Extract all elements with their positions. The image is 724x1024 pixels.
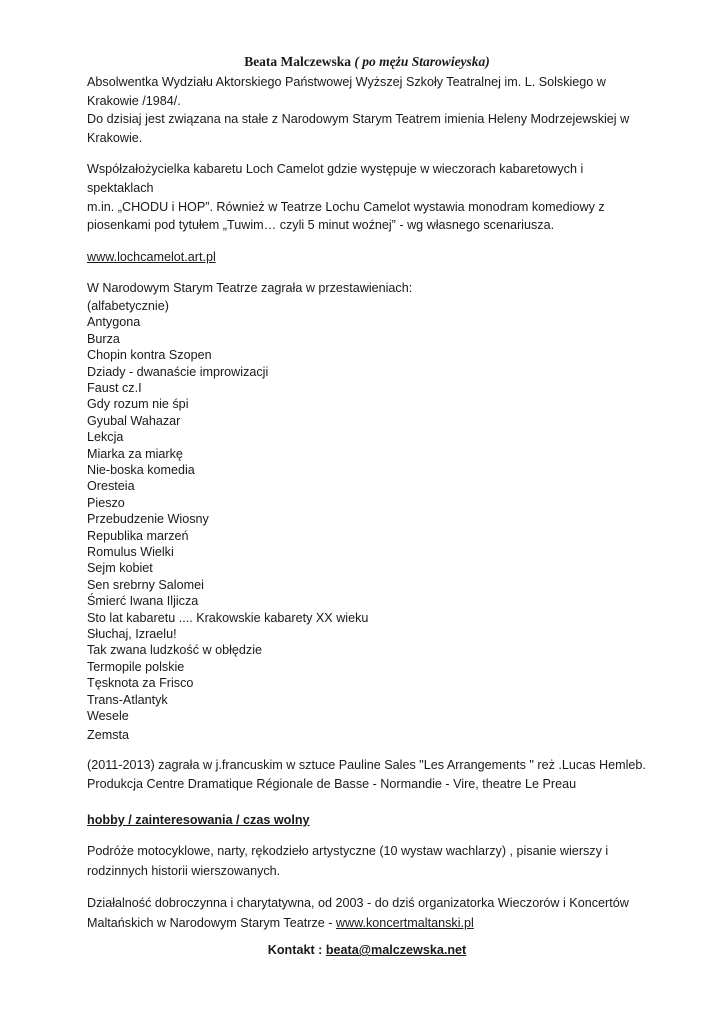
charity-text: Maltańskich w Narodowym Starym Teatrze - bbox=[87, 915, 336, 930]
title-note: ( po mężu Starowieyska) bbox=[354, 54, 490, 69]
france-paragraph bbox=[87, 756, 647, 793]
list-item: Trans-Atlantyk bbox=[87, 692, 168, 707]
france-line: (2011-2013) zagrała w j.francuskim w sztuce Pauline Sales "Les Arrangements " reż .Lucas Hemleb. bbox=[87, 757, 646, 772]
contact-email-link[interactable]: beata@malczewska.net bbox=[325, 943, 467, 958]
list-item: Sejm kobiet bbox=[87, 561, 153, 576]
charity-paragraph bbox=[87, 894, 647, 933]
list-item: Antygona bbox=[87, 315, 141, 330]
list-item: Wesele bbox=[87, 709, 129, 724]
list-item: Gyubal Wahazar bbox=[87, 413, 181, 428]
list-item: Termopile polskie bbox=[87, 659, 185, 674]
list-item: Republika marzeń bbox=[87, 528, 189, 543]
list-item: Romulus Wielki bbox=[87, 545, 174, 560]
list-item: Sto lat kabaretu .... Krakowskie kabarety XX wieku bbox=[87, 610, 369, 625]
koncertmaltanski-link[interactable]: www.koncertmaltanski.pl bbox=[335, 915, 474, 930]
kabaret-line: piosenkami pod tytułem „Tuwim… czyli 5 minut woźnej” - wg własnego scenariusza. bbox=[87, 218, 555, 233]
hobby-line: rodzinnych historii wierszowanych. bbox=[87, 863, 281, 878]
list-item: Pieszo bbox=[87, 495, 125, 510]
hobby-paragraph bbox=[87, 842, 647, 881]
list-item: Dziady - dwanaście improwizacji bbox=[87, 364, 269, 379]
page-title bbox=[87, 53, 647, 71]
contact-label: Kontakt : bbox=[267, 943, 326, 958]
intro-paragraph bbox=[87, 73, 647, 147]
roles-intro: W Narodowym Starym Teatrze zagrała w przestawieniach: bbox=[87, 281, 413, 296]
intro-line: Absolwentka Wydziału Aktorskiego Państwowej Wyższej Szkoły Teatralnej im. L. Solskiego w bbox=[87, 75, 606, 89]
lochcamelot-link[interactable]: www.lochcamelot.art.pl bbox=[87, 249, 216, 264]
list-item: Gdy rozum nie śpi bbox=[87, 397, 189, 412]
list-item: Chopin kontra Szopen bbox=[87, 348, 212, 363]
kabaret-line: m.in. „CHODU i HOP”. Również w Teatrze Lochu Camelot wystawia monodram komediowy z bbox=[87, 199, 605, 214]
list-item: Tak zwana ludzkość w obłędzie bbox=[87, 643, 263, 658]
list-item: Sen srebrny Salomei bbox=[87, 577, 204, 592]
list-item: Nie-boska komedia bbox=[87, 463, 195, 477]
charity-line bbox=[87, 914, 647, 934]
list-item: Burza bbox=[87, 331, 120, 346]
roles-note: (alfabetycznie) bbox=[87, 298, 169, 313]
title-name: Beata Malczewska bbox=[244, 54, 352, 69]
list-item: Faust cz.I bbox=[87, 380, 142, 395]
list-item: Tęsknota za Frisco bbox=[87, 676, 194, 691]
charity-line: Działalność dobroczynna i charytatywna, od 2003 - do dziś organizatorka Wieczorów i Koncertów bbox=[87, 896, 629, 911]
list-item: Lekcja bbox=[87, 430, 124, 445]
roles-list bbox=[87, 298, 647, 743]
hobby-heading: hobby / zainteresowania / czas wolny bbox=[87, 813, 310, 828]
list-item: Przebudzenie Wiosny bbox=[87, 512, 209, 527]
intro-line: Krakowie. bbox=[87, 130, 143, 145]
list-item: Śmierć Iwana Iljicza bbox=[87, 594, 199, 609]
list-item: Oresteia bbox=[87, 479, 135, 494]
list-item: Słuchaj, Izraelu! bbox=[87, 627, 177, 642]
intro-line: Do dzisiaj jest związana na stałe z Narodowym Starym Teatrem imienia Heleny Modrzejewskiej w bbox=[87, 112, 630, 127]
contact-line bbox=[87, 941, 647, 959]
intro-line: Krakowie /1984/. bbox=[87, 93, 181, 108]
document-page bbox=[87, 53, 647, 959]
list-item: Zemsta bbox=[87, 727, 129, 742]
hobby-line: Podróże motocyklowe, narty, rękodzieło artystyczne (10 wystaw wachlarzy) , pisanie wierszy i bbox=[87, 844, 609, 859]
kabaret-line: Współzałożycielka kabaretu Loch Camelot gdzie występuje w wieczorach kabaretowych i spektaklach bbox=[87, 162, 584, 195]
list-item: Miarka za miarkę bbox=[87, 446, 183, 461]
kabaret-paragraph bbox=[87, 160, 647, 234]
france-line: Produkcja Centre Dramatique Régionale de Basse - Normandie - Vire, theatre Le Preau bbox=[87, 776, 577, 791]
